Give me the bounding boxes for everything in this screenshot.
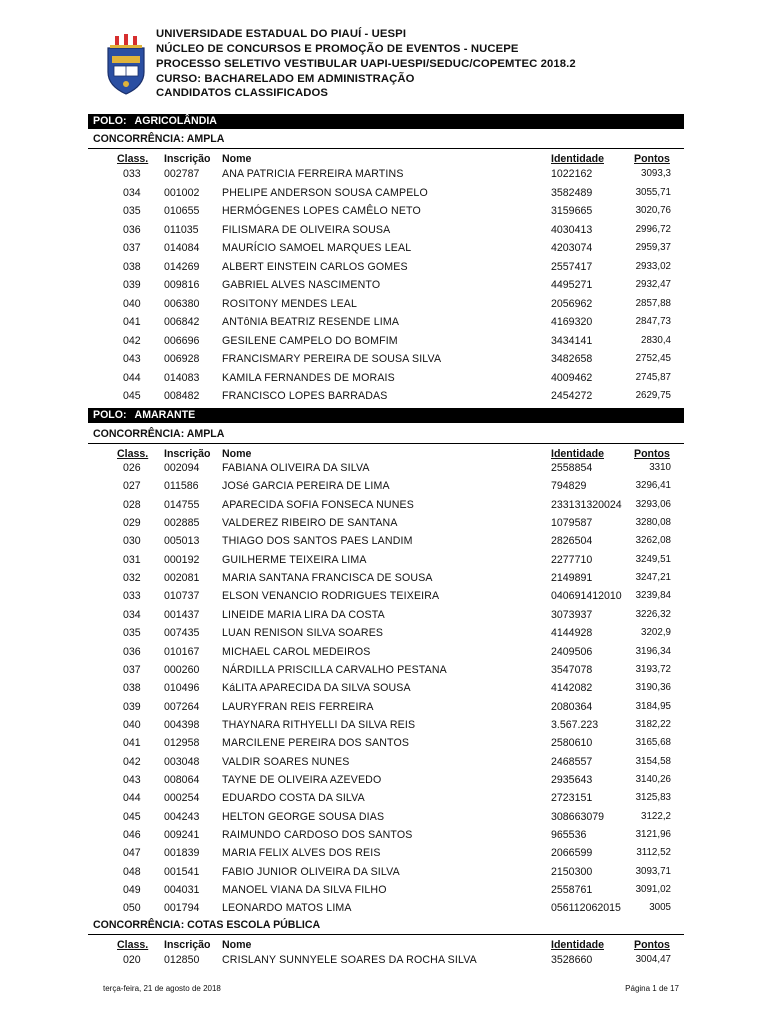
row-inscricao: 011586 [164, 480, 199, 493]
row-nome: GESILENE CAMPELO DO BOMFIM [222, 334, 398, 347]
row-nome: VALDEREZ RIBEIRO DE SANTANA [222, 517, 398, 530]
table-row [0, 829, 768, 845]
row-class: 049 [123, 884, 141, 897]
row-identidade: 3073937 [551, 608, 593, 621]
row-inscricao: 003048 [164, 755, 200, 768]
table-row [0, 517, 768, 533]
row-class: 033 [123, 590, 141, 603]
concorrencia-title: CONCORRÊNCIA: AMPLA [93, 428, 225, 440]
row-identidade: 1022162 [551, 168, 593, 180]
row-class: 043 [123, 353, 141, 365]
row-nome: RAIMUNDO CARDOSO DOS SANTOS [222, 829, 413, 841]
row-class: 050 [123, 902, 141, 915]
row-inscricao: 004243 [164, 810, 200, 823]
col-identidade: Identidade [551, 939, 604, 951]
section-divider [88, 934, 684, 935]
row-pontos: 2830,4 [641, 334, 671, 346]
row-nome: LAURYFRAN REIS FERREIRA [222, 700, 374, 713]
row-nome: MARIA FELIX ALVES DOS REIS [222, 847, 381, 860]
row-class: 048 [123, 865, 141, 878]
row-inscricao: 010737 [164, 590, 200, 603]
row-pontos: 3125,83 [635, 792, 671, 804]
row-inscricao: 007264 [164, 700, 200, 713]
row-pontos: 3202,9 [641, 627, 671, 639]
row-class: 039 [123, 700, 141, 713]
row-class: 041 [123, 737, 141, 750]
row-nome: LINEIDE MARIA LIRA DA COSTA [222, 608, 385, 621]
row-identidade: 308663079 [551, 810, 605, 823]
row-class: 038 [123, 682, 141, 695]
row-identidade: 233131320024 [551, 498, 622, 511]
row-nome: LUAN RENISON SILVA SOARES [222, 627, 384, 640]
row-pontos: 3004,47 [635, 954, 671, 965]
table-row [0, 884, 768, 900]
row-nome: FRANCISCO LOPES BARRADAS [222, 390, 388, 402]
header-classificados: CANDIDATOS CLASSIFICADOS [156, 87, 329, 99]
row-identidade: 040691412010 [551, 590, 622, 603]
table-row [0, 205, 768, 221]
row-pontos: 3140,26 [635, 773, 671, 785]
row-pontos: 2857,88 [635, 297, 671, 309]
row-nome: MARCILENE PEREIRA DOS SANTOS [222, 737, 410, 750]
row-class: 020 [123, 954, 141, 966]
table-row [0, 847, 768, 863]
row-class: 042 [123, 755, 141, 768]
table-row [0, 609, 768, 625]
row-nome: APARECIDA SOFIA FONSECA NUNES [222, 498, 414, 511]
row-inscricao: 002885 [164, 517, 200, 530]
row-pontos: 2847,73 [635, 316, 671, 327]
row-pontos: 3310 [649, 462, 671, 473]
row-pontos: 3091,02 [635, 884, 671, 896]
row-inscricao: 014755 [164, 498, 200, 511]
table-row [0, 756, 768, 772]
row-class: 028 [123, 498, 141, 511]
table-row [0, 572, 768, 588]
row-pontos: 3122,2 [641, 810, 671, 822]
row-identidade: 2454272 [551, 390, 593, 402]
polo-label: POLO: [93, 409, 127, 421]
row-pontos: 3093,71 [635, 865, 671, 877]
row-class: 035 [123, 627, 141, 640]
row-pontos: 3121,96 [635, 829, 671, 840]
row-inscricao: 001794 [164, 902, 200, 915]
row-class: 044 [123, 371, 141, 384]
table-row [0, 627, 768, 643]
table-row [0, 811, 768, 827]
row-class: 047 [123, 847, 141, 860]
row-class: 038 [123, 260, 141, 273]
row-identidade: 2558854 [551, 462, 593, 474]
table-row [0, 279, 768, 295]
col-inscricao: Inscrição [164, 939, 211, 951]
footer-date: terça-feira, 21 de agosto de 2018 [103, 984, 221, 993]
row-nome: MANOEL VIANA DA SILVA FILHO [222, 884, 387, 897]
col-class: Class. [117, 153, 149, 165]
row-identidade: 2056962 [551, 297, 593, 310]
row-identidade: 3528660 [551, 954, 593, 966]
row-class: 037 [123, 663, 141, 676]
row-inscricao: 005013 [164, 535, 200, 548]
row-nome: NÁRDILLA PRISCILLA CARVALHO PESTANA [222, 663, 447, 676]
row-pontos: 3196,34 [635, 645, 671, 657]
row-identidade: 4030413 [551, 223, 593, 236]
row-identidade: 2149891 [551, 572, 593, 585]
table-row [0, 682, 768, 698]
row-inscricao: 008482 [164, 390, 200, 402]
polo-name: AMARANTE [134, 409, 196, 421]
header-curso: CURSO: BACHARELADO EM ADMINISTRAÇÃO [156, 73, 415, 85]
row-nome: KáLITA APARECIDA DA SILVA SOUSA [222, 682, 411, 695]
row-nome: FILISMARA DE OLIVEIRA SOUSA [222, 223, 391, 236]
row-pontos: 3296,41 [635, 480, 671, 492]
row-identidade: 2066599 [551, 847, 593, 860]
row-inscricao: 004398 [164, 718, 200, 731]
table-row [0, 499, 768, 515]
row-class: 044 [123, 792, 141, 805]
table-row [0, 774, 768, 790]
row-nome: FABIANA OLIVEIRA DA SILVA [222, 462, 370, 474]
col-class: Class. [117, 939, 149, 951]
concorrencia-title: CONCORRÊNCIA: AMPLA [93, 133, 225, 145]
polo-bar-amarante [88, 408, 684, 423]
row-identidade: 2558761 [551, 884, 593, 897]
row-pontos: 3293,06 [635, 498, 671, 510]
row-inscricao: 007435 [164, 627, 200, 640]
table-row [0, 902, 768, 918]
header-nucleo: NÚCLEO DE CONCURSOS E PROMOÇÃO DE EVENTOS - NUCEPE [156, 43, 519, 55]
row-inscricao: 009241 [164, 829, 200, 841]
table-row [0, 719, 768, 735]
row-class: 033 [123, 168, 141, 180]
row-inscricao: 001437 [164, 608, 200, 621]
row-identidade: 2826504 [551, 535, 593, 548]
col-identidade: Identidade [551, 448, 604, 460]
row-identidade: 2150300 [551, 865, 593, 878]
row-pontos: 2933,02 [635, 260, 671, 272]
col-inscricao: Inscrição [164, 448, 211, 460]
row-pontos: 3262,08 [635, 535, 671, 547]
row-pontos: 3184,95 [635, 700, 671, 712]
table-row [0, 224, 768, 240]
row-class: 027 [123, 480, 141, 493]
footer-page-number: Página 1 de 17 [625, 984, 679, 993]
row-nome: ALBERT EINSTEIN CARLOS GOMES [222, 260, 408, 273]
header-university: UNIVERSIDADE ESTADUAL DO PIAUÍ - UESPI [156, 28, 407, 40]
col-pontos: Pontos [634, 448, 670, 460]
col-class: Class. [117, 448, 149, 460]
row-pontos: 3112,52 [636, 847, 671, 859]
table-row [0, 298, 768, 314]
section-divider [88, 148, 684, 149]
table-row [0, 462, 768, 478]
row-class: 036 [123, 645, 141, 658]
row-pontos: 3020,76 [635, 205, 671, 216]
row-pontos: 3190,36 [635, 682, 671, 694]
row-class: 034 [123, 608, 141, 621]
row-inscricao: 002094 [164, 462, 200, 474]
row-identidade: 3482658 [551, 353, 593, 365]
row-inscricao: 011035 [164, 223, 199, 236]
table-row [0, 664, 768, 680]
row-inscricao: 009816 [164, 279, 200, 291]
row-identidade: 2935643 [551, 773, 593, 786]
row-inscricao: 001839 [164, 847, 200, 860]
row-nome: MICHAEL CAROL MEDEIROS [222, 645, 371, 658]
row-class: 039 [123, 279, 141, 291]
row-identidade: 056112062015 [551, 902, 621, 915]
row-nome: JOSé GARCIA PEREIRA DE LIMA [222, 480, 390, 493]
row-nome: MARIA SANTANA FRANCISCA DE SOUSA [222, 572, 433, 585]
row-nome: PHELIPE ANDERSON SOUSA CAMPELO [222, 186, 428, 199]
row-class: 030 [123, 535, 141, 548]
row-inscricao: 014084 [164, 242, 200, 254]
row-pontos: 2752,45 [635, 353, 671, 364]
row-inscricao: 006928 [164, 353, 200, 365]
row-pontos: 3055,71 [635, 186, 671, 198]
row-inscricao: 010167 [164, 645, 200, 658]
row-class: 045 [123, 810, 141, 823]
row-identidade: 4142082 [551, 682, 593, 695]
row-pontos: 2932,47 [635, 279, 671, 290]
table-row [0, 480, 768, 496]
concorrencia-title: CONCORRÊNCIA: COTAS ESCOLA PÚBLICA [93, 919, 321, 931]
polo-bar-agricolandia [88, 114, 684, 129]
row-inscricao: 001002 [164, 186, 200, 199]
row-pontos: 2629,75 [635, 390, 671, 401]
row-class: 034 [123, 186, 141, 199]
row-nome: EDUARDO COSTA DA SILVA [222, 792, 365, 805]
row-nome: MAURÍCIO SAMOEL MARQUES LEAL [222, 242, 412, 254]
uespi-logo [104, 34, 148, 96]
row-pontos: 3247,21 [635, 572, 671, 584]
table-row [0, 590, 768, 606]
row-nome: ANTôNIA BEATRIZ RESENDE LIMA [222, 316, 400, 328]
row-class: 031 [123, 553, 141, 566]
row-class: 037 [123, 242, 141, 254]
table-row [0, 646, 768, 662]
row-pontos: 3193,72 [635, 663, 671, 675]
row-nome: TAYNE DE OLIVEIRA AZEVEDO [222, 773, 382, 786]
row-class: 042 [123, 334, 141, 347]
table-row [0, 242, 768, 258]
row-nome: THAYNARA RITHYELLI DA SILVA REIS [222, 718, 416, 731]
row-nome: GABRIEL ALVES NASCIMENTO [222, 279, 381, 291]
row-class: 026 [123, 462, 141, 474]
row-identidade: 3582489 [551, 186, 593, 199]
row-identidade: 3547078 [551, 663, 593, 676]
row-inscricao: 000254 [164, 792, 200, 805]
row-pontos: 3239,84 [635, 590, 671, 602]
row-nome: FABIO JUNIOR OLIVEIRA DA SILVA [222, 865, 400, 878]
row-pontos: 3005 [649, 902, 671, 914]
row-inscricao: 001541 [164, 865, 200, 878]
row-inscricao: 002081 [164, 572, 200, 585]
table-row [0, 168, 768, 184]
row-class: 045 [123, 390, 141, 402]
table-row [0, 701, 768, 717]
col-nome: Nome [222, 448, 252, 460]
col-pontos: Pontos [634, 153, 670, 165]
row-nome: ANA PATRICIA FERREIRA MARTINS [222, 168, 404, 180]
row-identidade: 4203074 [551, 242, 593, 254]
table-row [0, 187, 768, 203]
row-nome: ELSON VENANCIO RODRIGUES TEIXEIRA [222, 590, 440, 603]
row-identidade: 794829 [551, 480, 587, 493]
row-class: 029 [123, 517, 141, 530]
row-identidade: 1079587 [551, 517, 593, 530]
table-row [0, 792, 768, 808]
row-nome: FRANCISMARY PEREIRA DE SOUSA SILVA [222, 353, 442, 365]
row-inscricao: 000260 [164, 663, 200, 676]
table-row [0, 316, 768, 332]
row-inscricao: 014269 [164, 260, 200, 273]
table-row [0, 954, 768, 970]
row-inscricao: 002787 [164, 168, 200, 180]
table-row [0, 372, 768, 388]
row-inscricao: 010496 [164, 682, 200, 695]
row-nome: VALDIR SOARES NUNES [222, 755, 350, 768]
row-identidade: 3159665 [551, 205, 593, 217]
row-identidade: 4169320 [551, 316, 593, 328]
row-inscricao: 008064 [164, 773, 200, 786]
row-class: 036 [123, 223, 141, 236]
col-nome: Nome [222, 153, 252, 165]
row-inscricao: 006380 [164, 297, 200, 310]
row-class: 046 [123, 829, 141, 841]
row-identidade: 2080364 [551, 700, 593, 713]
row-nome: HERMÓGENES LOPES CAMÊLO NETO [222, 205, 421, 217]
row-inscricao: 012850 [164, 954, 200, 966]
row-identidade: 2557417 [551, 260, 593, 273]
row-pontos: 3165,68 [635, 737, 671, 749]
polo-label: POLO: [93, 115, 127, 127]
table-row [0, 737, 768, 753]
col-nome: Nome [222, 939, 252, 951]
table-row [0, 554, 768, 570]
row-pontos: 3226,32 [635, 608, 671, 620]
row-class: 035 [123, 205, 141, 217]
row-identidade: 4144928 [551, 627, 593, 640]
row-inscricao: 000192 [164, 553, 200, 566]
row-inscricao: 010655 [164, 205, 200, 217]
row-identidade: 965536 [551, 829, 587, 841]
row-inscricao: 006696 [164, 334, 200, 347]
row-nome: HELTON GEORGE SOUSA DIAS [222, 810, 385, 823]
table-row [0, 261, 768, 277]
row-pontos: 2959,37 [635, 242, 671, 253]
row-pontos: 2996,72 [635, 223, 671, 235]
polo-name: AGRICOLÂNDIA [134, 115, 217, 127]
row-inscricao: 012958 [164, 737, 200, 750]
table-row [0, 535, 768, 551]
section-divider [88, 443, 684, 444]
row-nome: THIAGO DOS SANTOS PAES LANDIM [222, 535, 413, 548]
row-identidade: 4495271 [551, 279, 593, 291]
row-inscricao: 004031 [164, 884, 200, 897]
row-identidade: 4009462 [551, 371, 593, 384]
row-inscricao: 006842 [164, 316, 200, 328]
row-identidade: 2468557 [551, 755, 593, 768]
row-identidade: 2580610 [551, 737, 593, 750]
col-identidade: Identidade [551, 153, 604, 165]
row-pontos: 3154,58 [635, 755, 671, 767]
header-processo: PROCESSO SELETIVO VESTIBULAR UAPI-UESPI/SEDUC/COPEMTEC 2018.2 [156, 58, 576, 70]
row-nome: ROSITONY MENDES LEAL [222, 297, 358, 310]
row-class: 040 [123, 297, 141, 310]
row-identidade: 2277710 [551, 553, 593, 566]
col-pontos: Pontos [634, 939, 670, 951]
row-class: 040 [123, 718, 141, 731]
row-pontos: 3249,51 [635, 553, 671, 565]
table-row [0, 866, 768, 882]
row-class: 032 [123, 572, 141, 585]
row-pontos: 3280,08 [635, 517, 671, 529]
row-nome: GUILHERME TEIXEIRA LIMA [222, 553, 367, 566]
row-pontos: 3093,3 [641, 168, 671, 179]
row-identidade: 3.567.223 [551, 718, 599, 731]
table-row [0, 390, 768, 406]
row-inscricao: 014083 [164, 371, 200, 384]
row-pontos: 2745,87 [635, 371, 671, 383]
row-identidade: 2409506 [551, 645, 593, 658]
table-row [0, 353, 768, 369]
row-nome: CRISLANY SUNNYELE SOARES DA ROCHA SILVA [222, 954, 477, 966]
col-inscricao: Inscrição [164, 153, 211, 165]
table-row [0, 335, 768, 351]
row-class: 043 [123, 773, 141, 786]
row-class: 041 [123, 316, 141, 328]
row-nome: KAMILA FERNANDES DE MORAIS [222, 371, 395, 384]
row-pontos: 3182,22 [635, 718, 671, 730]
row-identidade: 3434141 [551, 334, 593, 347]
row-identidade: 2723151 [551, 792, 593, 805]
row-nome: LEONARDO MATOS LIMA [222, 902, 352, 915]
